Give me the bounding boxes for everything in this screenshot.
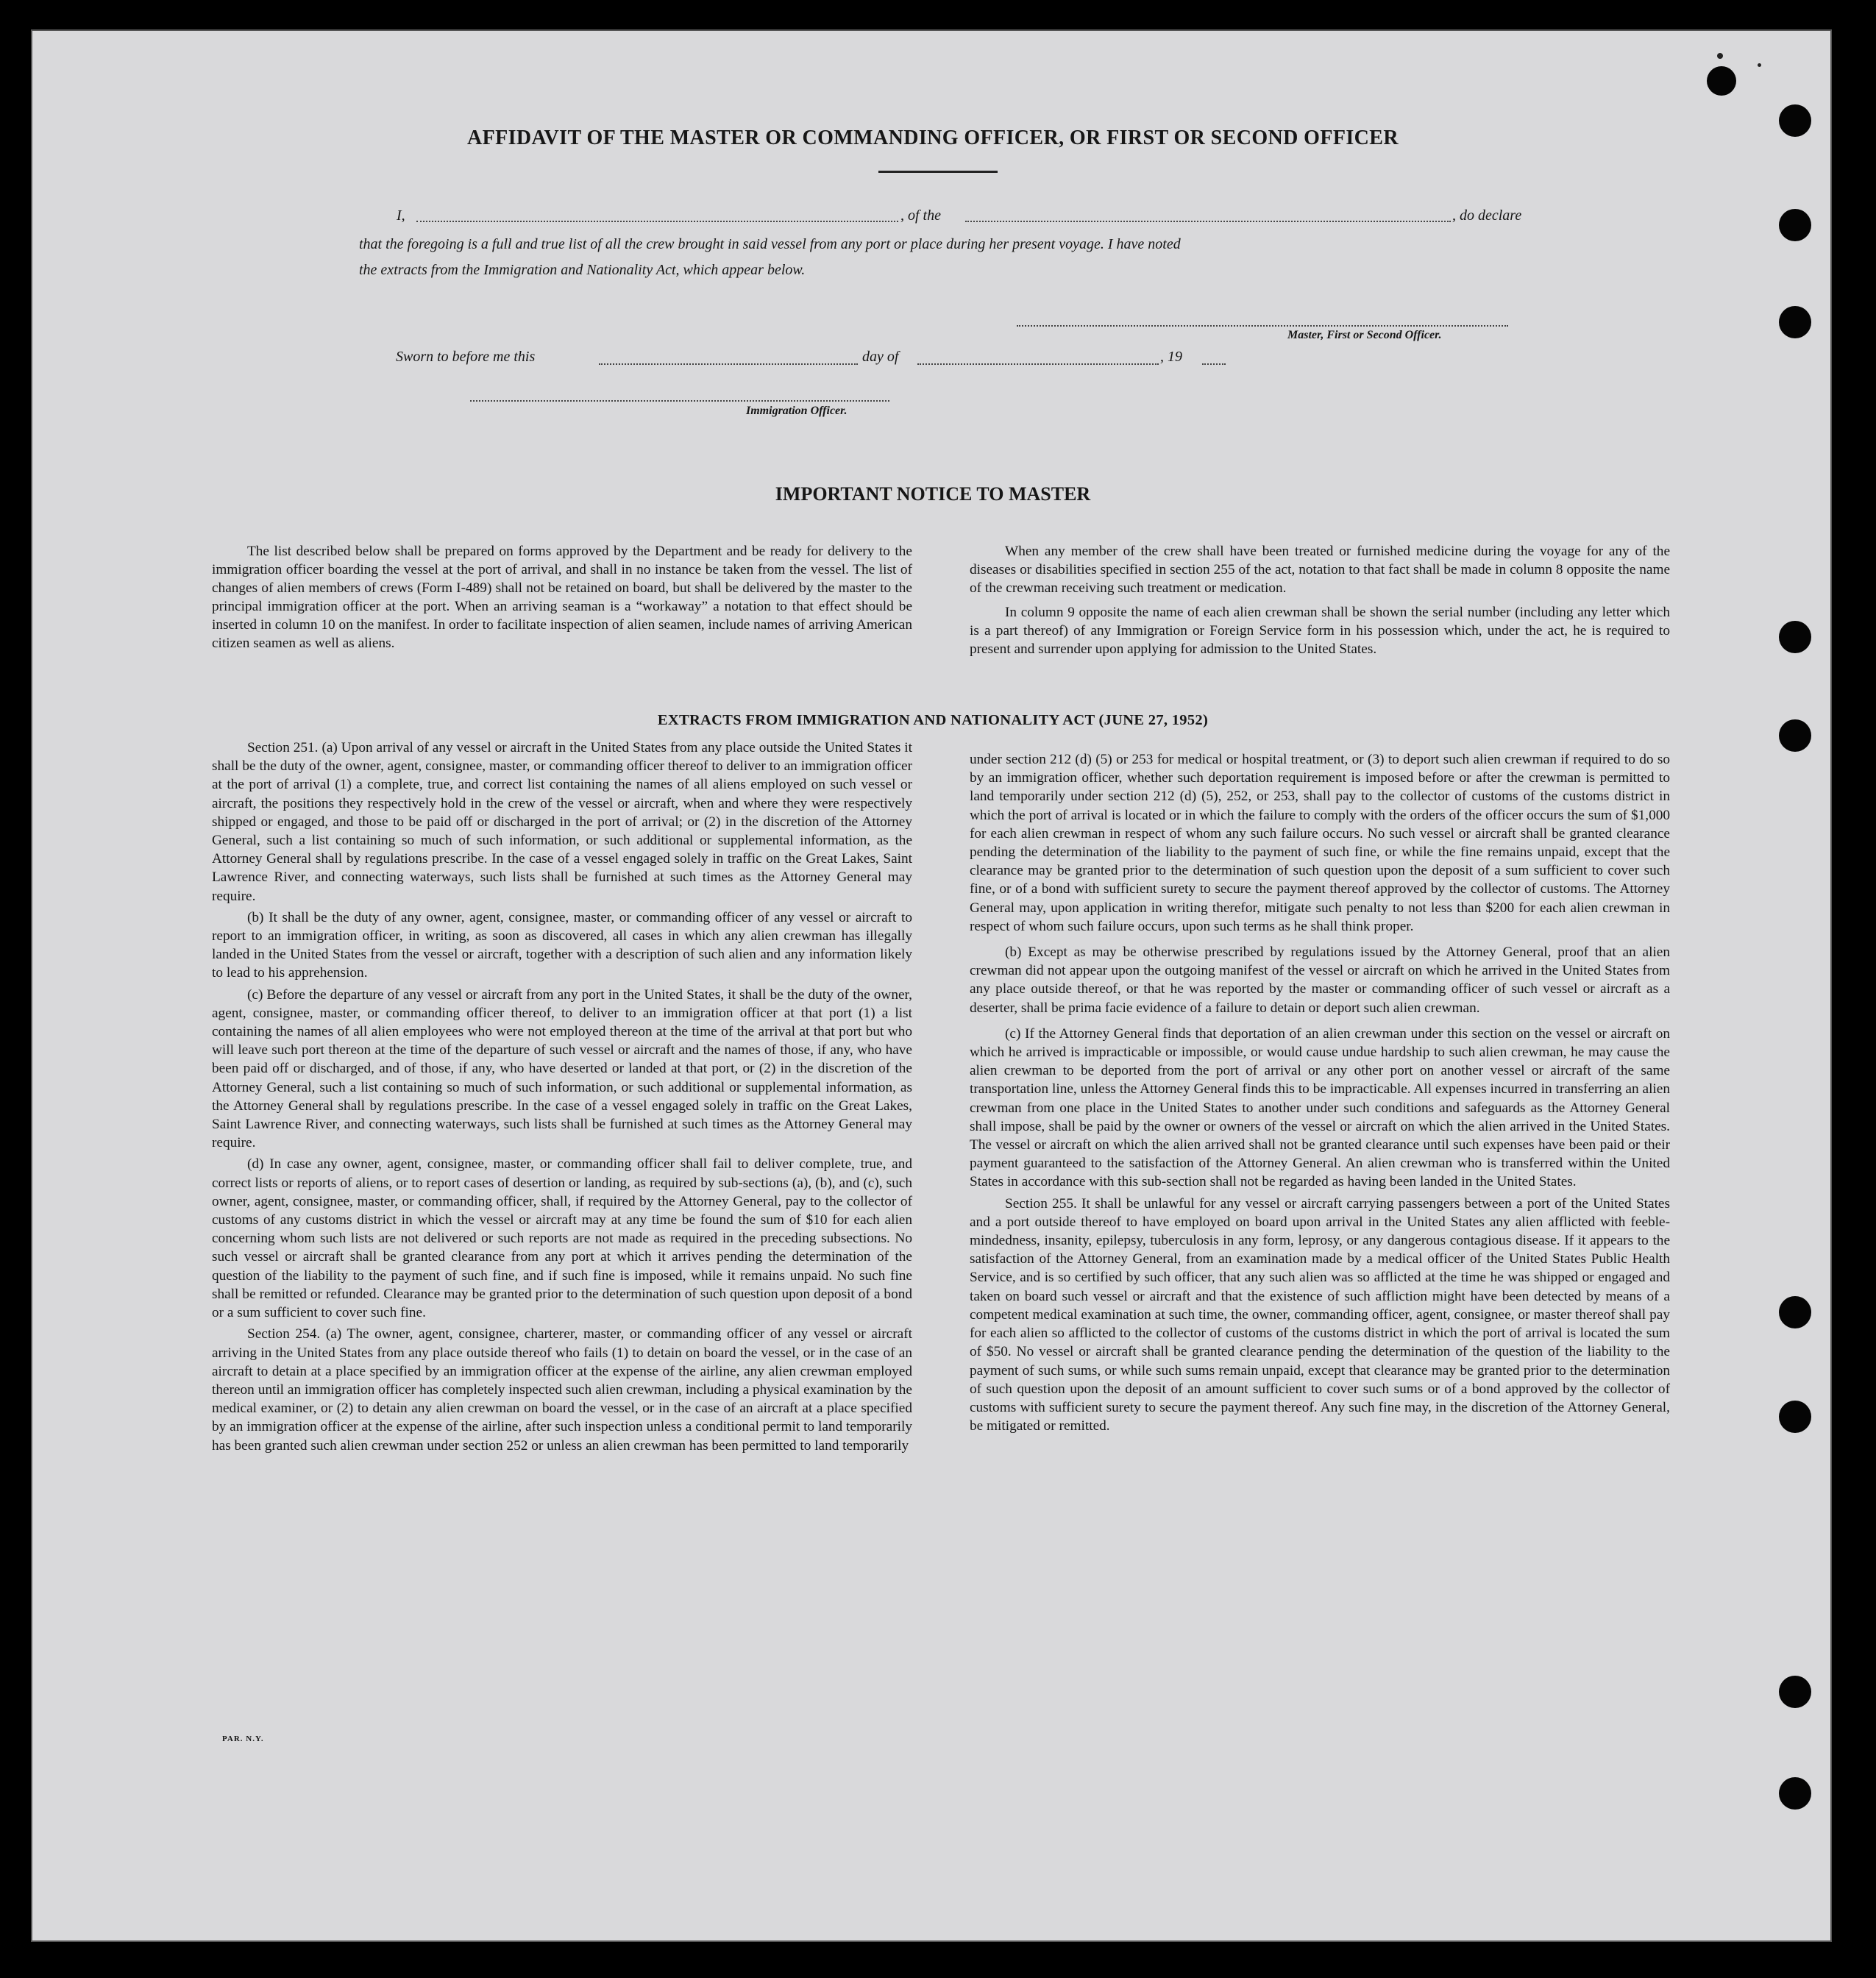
section-255: Section 255. It shall be unlawful for any vessel or aircraft carrying passengers between a port of the United States and a port outside thereof to have employed on board upon arrival in the United States any alien afflicted with feeble-mindedness, insanity, epilepsy, tuberculosis in any form, leprosy, or any dangerous contagious disease. If it appears to the satisfaction of the Attorney General, from an examination made by a medical officer of the United States Public Health Service, and is so certified by such officer, that any such alien was so afflicted at the time he was shipped or engaged and taken on board such vessel or aircraft and that the existence of such affliction might have been detected by means of a competent medical examination at such time, the owner, commanding officer, agent, consignee, or master thereof shall pay for each alien so afflicted to the collector of customs of the customs district in which the port of arrival is located the sum of $50. No vessel or aircraft shall be granted clearance pending the determination of the question of the liability to the payment of such sums, or while such sums remain unpaid, except that clearance may be granted prior to the determination of such question upon the deposit of an amount sufficient to cover such sums or of a bond approved by the collector of customs with sufficient surety to secure the payment thereof. Any such fine may, in the discretion of the Attorney General, be mitigated or remitted. (970, 1195, 1670, 1434)
section-251c: (c) Before the departure of any vessel or aircraft from any port in the United States, it shall be the duty of the owner, agent, consignee, master, or commanding officer thereof, to deliver to an immigration officer at that port (1) a list containing the names of all alien employees who were not employed thereon at the time of the arrival at that port but who will leave such port thereon at the time of the departure of such vessel or aircraft and the names of those, if any, who have been paid off or discharged, and of those, if any, who have deserted or landed at that port, or (2) in the discretion of the Attorney General, such a list containing so much of such information, or such additional or supplemental information, as the Attorney General shall by regulations prescribe. In the case of a vessel engaged solely in traffic on the Great Lakes, Saint Lawrence River, and connecting waterways, such lists shall be furnished at such times as the Attorney General may require. (212, 986, 912, 1151)
section-254a-continued: under section 212 (d) (5) or 253 for medical or hospital treatment, or (3) to deport such alien crewman if required to do so by an immigration officer, whether such deportation requirement is imposed before or after the crewman is permitted to land temporarily under section 212 (d) (5), 252, or 253, shall pay to the collector of customs of the customs district in which the port of arrival is located or in which the failure to comply with the orders of the officer occurs the sum of $1,000 for each alien crewman in respect of whom any such failure occurs. No such vessel or aircraft shall be granted clearance pending the determination of the liability to the payment of such fine, or while the fine remains unpaid, except that the clearance may be granted prior to the determination of such question upon the deposit of a sum sufficient to cover such fine, or of a bond with sufficient surety to secure the payment thereof approved by the collector of customs. The Attorney General may, upon application in writing therefor, mitigate such penalty to not less than $200 for each alien crewman in respect of whom such failure occurs, upon such terms as he shall think proper. (970, 752, 1670, 934)
section-254b: (b) Except as may be otherwise prescribed by regulations issued by the Attorney General, proof that an alien crewman did not appear upon the outgoing manifest of the vessel or aircraft on which he arrived in the United States from any place outside thereof, or that he was reported by the master or commanding officer of such vessel or aircraft as a deserter, shall be prima facie evidence of a failure to detain or deport such alien crewman. (970, 944, 1670, 1016)
extracts-title: EXTRACTS FROM IMMIGRATION AND NATIONALITY ACT (JUNE 27, 1952) (657, 712, 1209, 728)
notice-left-column (212, 543, 912, 652)
punch-hole (1779, 1676, 1811, 1708)
sworn-year-field[interactable] (1202, 363, 1226, 365)
sworn-month-field[interactable] (917, 363, 1159, 365)
ink-speck (1758, 63, 1761, 67)
punch-hole (1779, 1777, 1811, 1810)
sworn-day-field[interactable] (599, 363, 858, 365)
declarant-i-label: I, (397, 207, 405, 224)
document-page (31, 29, 1832, 1942)
title-rule (878, 171, 998, 173)
punch-hole (1779, 1401, 1811, 1433)
year-label: , 19 (1160, 349, 1182, 365)
ink-speck (1717, 53, 1723, 59)
punch-hole (1707, 66, 1736, 96)
master-signature-label: Master, First or Second Officer. (1287, 329, 1442, 341)
officer-signature-label: Immigration Officer. (746, 405, 848, 417)
vessel-name-field[interactable] (965, 221, 1451, 222)
punch-hole (1779, 306, 1811, 338)
declaration-text-line2: the extracts from the Immigration and Nationality Act, which appear below. (359, 262, 806, 278)
master-signature-field[interactable] (1017, 325, 1508, 327)
notice-paragraph: In column 9 opposite the name of each alien crewman shall be shown the serial number (including any letter which is a part thereof) of any Immigration or Foreign Service form in his possession which, under the act, he is required to present and surrender upon applying for admission to the United States. (970, 604, 1670, 657)
punch-hole (1779, 209, 1811, 241)
do-declare-label: , do declare (1452, 207, 1522, 224)
of-the-label: , of the (900, 207, 941, 224)
notice-title: IMPORTANT NOTICE TO MASTER (775, 483, 1091, 505)
section-251a: Section 251. (a) Upon arrival of any vessel or aircraft in the United States from any place outside the United States it shall be the duty of the owner, agent, consignee, master, or commanding officer thereof to deliver to an immigration officer at the port of arrival (1) a complete, true, and correct list containing the names of all aliens employed on such vessel or aircraft, the positions they respectively hold in the crew of the vessel or aircraft, when and where they were respectively shipped or engaged, and those to be paid off or discharged in the port of arrival; or (2) in the discretion of the Attorney General, such a list containing so much of such information, or such additional or supplemental information, as the Attorney General shall by regulations prescribe. In the case of a vessel engaged solely in traffic on the Great Lakes, Saint Lawrence River, and connecting waterways, such lists shall be furnished at such times as the Attorney General may require. (212, 740, 912, 904)
declaration-text-line1: that the foregoing is a full and true list of all the crew brought in said vessel from any port or place during her present voyage. I have noted (359, 236, 1181, 252)
extracts-left-column (212, 739, 912, 1455)
notice-right-column (970, 543, 1670, 658)
punch-hole (1779, 1296, 1811, 1328)
notice-paragraph: The list described below shall be prepared on forms approved by the Department and be ready for delivery to the immigration officer boarding the vessel at the port of arrival, and shall in no instance be taken from the vessel. The list of changes of alien members of crews (Form I-489) shall not be retained on board, but shall be delivered by the master to the principal immigration officer at the port. When an arriving seaman is a “workaway” a notation to that effect should be inserted in column 10 on the manifest. In order to facilitate inspection of alien seamen, include names of arriving American citizen seamen as well as aliens. (212, 544, 912, 651)
section-254c: (c) If the Attorney General finds that deportation of an alien crewman under this section on the vessel or aircraft on which he arrived is impracticable or impossible, or would cause undue hardship to such alien crewman, he may cause the alien crewman to be deported from the port of arrival or any other port on another vessel or aircraft of the same transportation line, unless the Attorney General finds this to be impracticable. All expenses incurred in transferring an alien crewman from one place in the United States to another under such conditions and safeguards as the Attorney General shall impose, shall be paid by the owner or owners of the vessel or aircraft on which the alien arrived in the United States. The vessel or aircraft on which the alien arrived shall not be granted clearance until such expenses have been paid or their payment guaranteed to the satisfaction of the Attorney General. An alien crewman who is transferred within the United States in accordance with this sub-section shall not be regarded as having been landed in the United States. (970, 1025, 1670, 1190)
sworn-label: Sworn to before me this (396, 349, 536, 365)
declarant-name-field[interactable] (416, 221, 898, 222)
punch-hole (1779, 621, 1811, 653)
section-251b: (b) It shall be the duty of any owner, agent, consignee, master, or commanding officer of any vessel or aircraft to report to an immigration officer, in writing, as soon as discovered, all cases in which any alien crewman has illegally landed in the United States from the vessel or aircraft, together with a description of such alien and any information likely to lead to his apprehension. (212, 909, 912, 981)
section-254a: Section 254. (a) The owner, agent, consignee, charterer, master, or commanding officer of any vessel or aircraft arriving in the United States from any place outside thereof who fails (1) to detain on board the vessel, or in the case of an aircraft to detain at a place specified by an immigration officer at the expense of the airline, any alien crewman employed thereon until an immigration officer has completely inspected such alien crewman, including a physical examination by the medical examiner, or (2) to detain any alien crewman on board the vessel, or in the case of an aircraft at a place specified by an immigration officer at the expense of the airline, after such inspection unless a conditional permit to land temporarily has been granted such alien crewman under section 252 or unless an alien crewman has been permitted to land temporarily (212, 1326, 912, 1454)
section-251d: (d) In case any owner, agent, consignee, master, or commanding officer shall fail to deliver complete, true, and correct lists or reports of aliens, or to report cases of desertion or landing, as required by sub-sections (a), (b), and (c), such owner, agent, consignee, master, or commanding officer, shall, if required by the Attorney General, pay to the collector of customs of any customs district in which the vessel or aircraft may at any time be found the sum of $10 for each alien concerning whom such lists are not delivered or such reports are not made as required in the preceding subsections. No such vessel or aircraft shall be granted clearance from any port at which it arrives pending the determination of the question of the liability to the payment of such fine, and if such fine is imposed, while it remains unpaid. No such fine shall be remitted or refunded. Clearance may be granted prior to the determination of such question upon deposit of a bond or a sum sufficient to cover such fine. (212, 1156, 912, 1321)
extracts-right-column (970, 750, 1670, 1435)
printer-mark: PAR. N.Y. (222, 1735, 264, 1743)
affidavit-title: AFFIDAVIT OF THE MASTER OR COMMANDING OFFICER, OR FIRST OR SECOND OFFICER (467, 127, 1399, 149)
day-of-label: day of (862, 349, 899, 365)
notice-paragraph: When any member of the crew shall have been treated or furnished medicine during the voyage for any of the diseases or disabilities specified in section 255 of the act, notation to that fact shall be made in column 8 opposite the name of the crewman receiving such treatment or medication. (970, 544, 1670, 596)
officer-signature-field[interactable] (470, 400, 889, 402)
